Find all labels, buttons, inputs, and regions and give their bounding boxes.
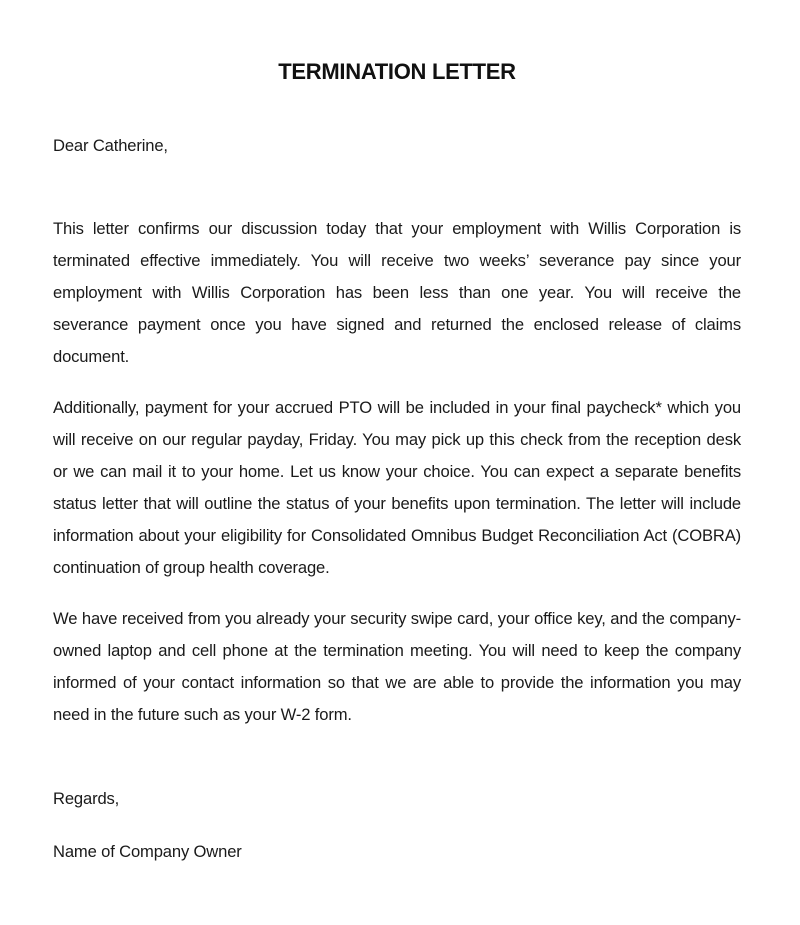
closing: Regards, bbox=[53, 789, 120, 808]
letter-title: TERMINATION LETTER bbox=[278, 59, 516, 84]
body-paragraph-1: This letter confirms our discussion today that your employment with Willis Corporation is terminated effective immediately. You will receive two weeks’ severance pay since your employment with Willis Corporation has been less than one year. You will receive the severance payment once you have signed and returned the enclosed release of claims document. bbox=[53, 219, 741, 366]
signer-name: Name of Company Owner bbox=[53, 842, 242, 861]
body-paragraph-3: We have received from you already your security swipe card, your office key, and the company-owned laptop and cell phone at the termination meeting. You will need to keep the company informed of your contact information so that we are able to provide the information you may need in the future such as your W-2 form. bbox=[53, 609, 741, 724]
salutation: Dear Catherine, bbox=[53, 136, 168, 155]
body-paragraph-2: Additionally, payment for your accrued PTO will be included in your final paycheck* which you will receive on our regular payday, Friday. You may pick up this check from the reception desk or we can mail it to your home. Let us know your choice. You can expect a separate benefits status letter that will outline the status of your benefits upon termination. The letter will include information about your eligibility for Consolidated Omnibus Budget Reconciliation Act (COBRA) continuation of group health coverage. bbox=[53, 398, 741, 577]
